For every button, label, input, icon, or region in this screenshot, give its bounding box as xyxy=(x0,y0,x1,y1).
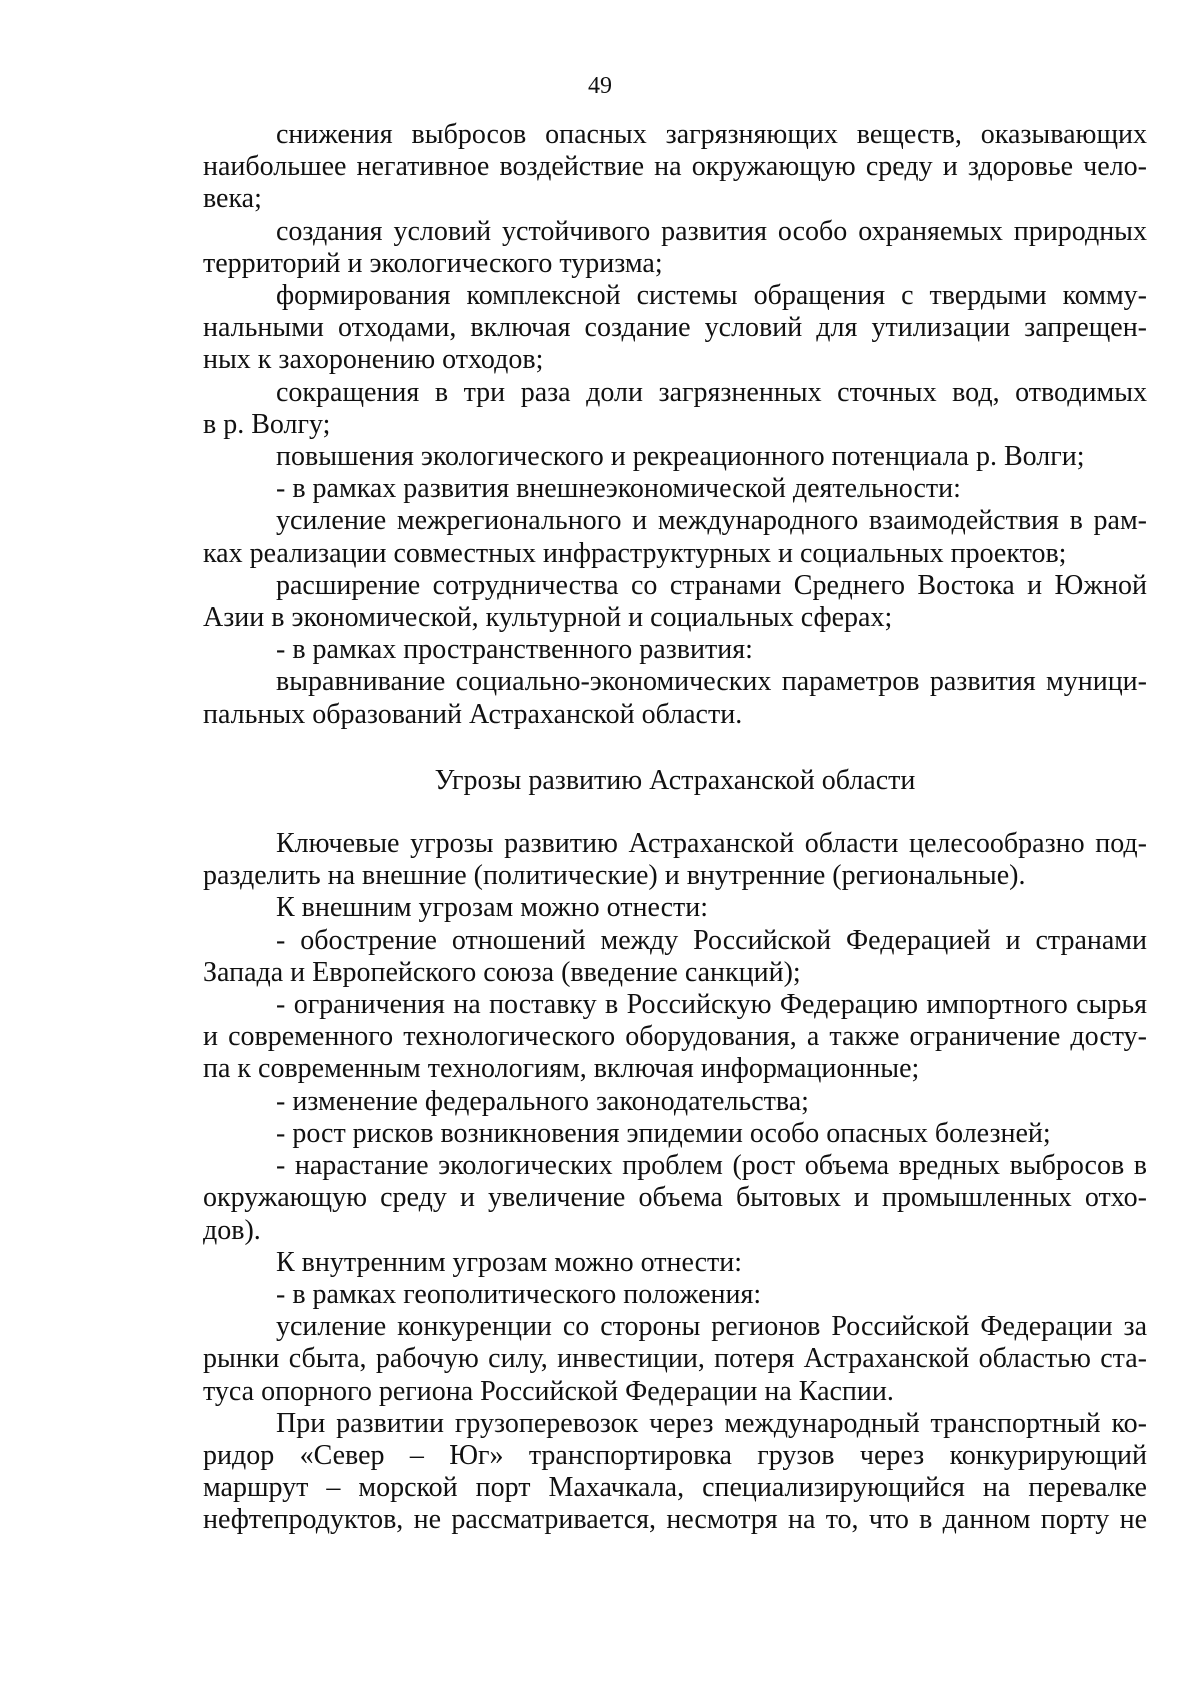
text-line: века; xyxy=(203,183,262,215)
text-line: маршрут – морской порт Махачкала, специализирующийся на перевалке xyxy=(203,1472,1147,1504)
text-line: - в рамках геополитического положения: xyxy=(276,1278,762,1310)
text-line: в р. Волгу; xyxy=(203,408,331,440)
text-line: дов). xyxy=(203,1214,261,1246)
text-line: повышения экологического и рекреационного потенциала р. Волги; xyxy=(276,441,1085,473)
text-line: наибольшее негативное воздействие на окружающую среду и здоровье чело- xyxy=(203,151,1147,183)
text-line: При развитии грузоперевозок через международный транспортный ко- xyxy=(276,1407,1147,1439)
text-line: и современного технологического оборудования, а также ограничение досту- xyxy=(203,1021,1147,1053)
text-line: ных к захоронению отходов; xyxy=(203,344,544,376)
paragraphs-bottom xyxy=(203,828,1147,1536)
text-line: - изменение федерального законодательства; xyxy=(276,1085,809,1117)
text-line: нефтепродуктов, не рассматривается, несмотря на то, что в данном порту не xyxy=(203,1504,1147,1536)
text-line: сокращения в три раза доли загрязненных сточных вод, отводимых xyxy=(276,376,1147,408)
text-line: К внешним угрозам можно отнести: xyxy=(276,892,709,924)
text-line: ридор «Север – Юг» транспортировка грузов через конкурирующий xyxy=(203,1439,1147,1471)
text-line: снижения выбросов опасных загрязняющих веществ, оказывающих xyxy=(276,119,1147,150)
text-line: - ограничения на поставку в Российскую Федерацию импортного сырья xyxy=(276,989,1147,1021)
text-line: выравнивание социально-экономических параметров развития муници- xyxy=(276,666,1147,698)
text-line: окружающую среду и увеличение объема бытовых и промышленных отхо- xyxy=(203,1182,1147,1214)
text-line: - нарастание экологических проблем (рост объема вредных выбросов в xyxy=(276,1150,1147,1182)
text-line: создания условий устойчивого развития особо охраняемых природных xyxy=(276,215,1147,247)
section-heading: Угрозы развитию Астраханской области xyxy=(434,764,916,796)
text-line: - обострение отношений между Российской Федерацией и странами xyxy=(276,924,1147,956)
text-line: Запада и Европейского союза (введение санкций); xyxy=(203,956,801,988)
text-line: разделить на внешние (политические) и внутренние (региональные). xyxy=(203,860,1026,892)
text-line: рынки сбыта, рабочую силу, инвестиции, потеря Астраханской областью ста- xyxy=(203,1343,1147,1375)
text-line: расширение сотрудничества со странами Среднего Востока и Южной xyxy=(276,569,1147,601)
text-line: - в рамках развития внешнеэкономической деятельности: xyxy=(276,473,961,505)
text-line: па к современным технологиям, включая информационные; xyxy=(203,1053,920,1085)
text-line: туса опорного региона Российской Федерации на Каспии. xyxy=(203,1375,894,1407)
text-line: Ключевые угрозы развитию Астраханской области целесообразно под- xyxy=(276,828,1147,860)
text-line: нальными отходами, включая создание условий для утилизации запрещен- xyxy=(203,312,1147,344)
text-line: формирования комплексной системы обращения с твердыми комму- xyxy=(276,280,1147,312)
text-line: усиление конкуренции со стороны регионов Российской Федерации за xyxy=(276,1311,1147,1343)
text-line: К внутренним угрозам можно отнести: xyxy=(276,1246,743,1278)
page-number: 49 xyxy=(588,73,612,99)
text-line: ках реализации совместных инфраструктурных и социальных проектов; xyxy=(203,537,1067,569)
text-line: усиление межрегионального и международного взаимодействия в рам- xyxy=(276,505,1147,537)
text-line: Азии в экономической, культурной и социальных сферах; xyxy=(203,602,893,634)
paragraphs-top xyxy=(203,119,1147,731)
text-line: - рост рисков возникновения эпидемии особо опасных болезней; xyxy=(276,1117,1051,1149)
document-body xyxy=(203,119,1147,1537)
text-line: пальных образований Астраханской области. xyxy=(203,698,743,730)
text-line: - в рамках пространственного развития: xyxy=(276,634,753,666)
text-line: территорий и экологического туризма; xyxy=(203,247,663,279)
